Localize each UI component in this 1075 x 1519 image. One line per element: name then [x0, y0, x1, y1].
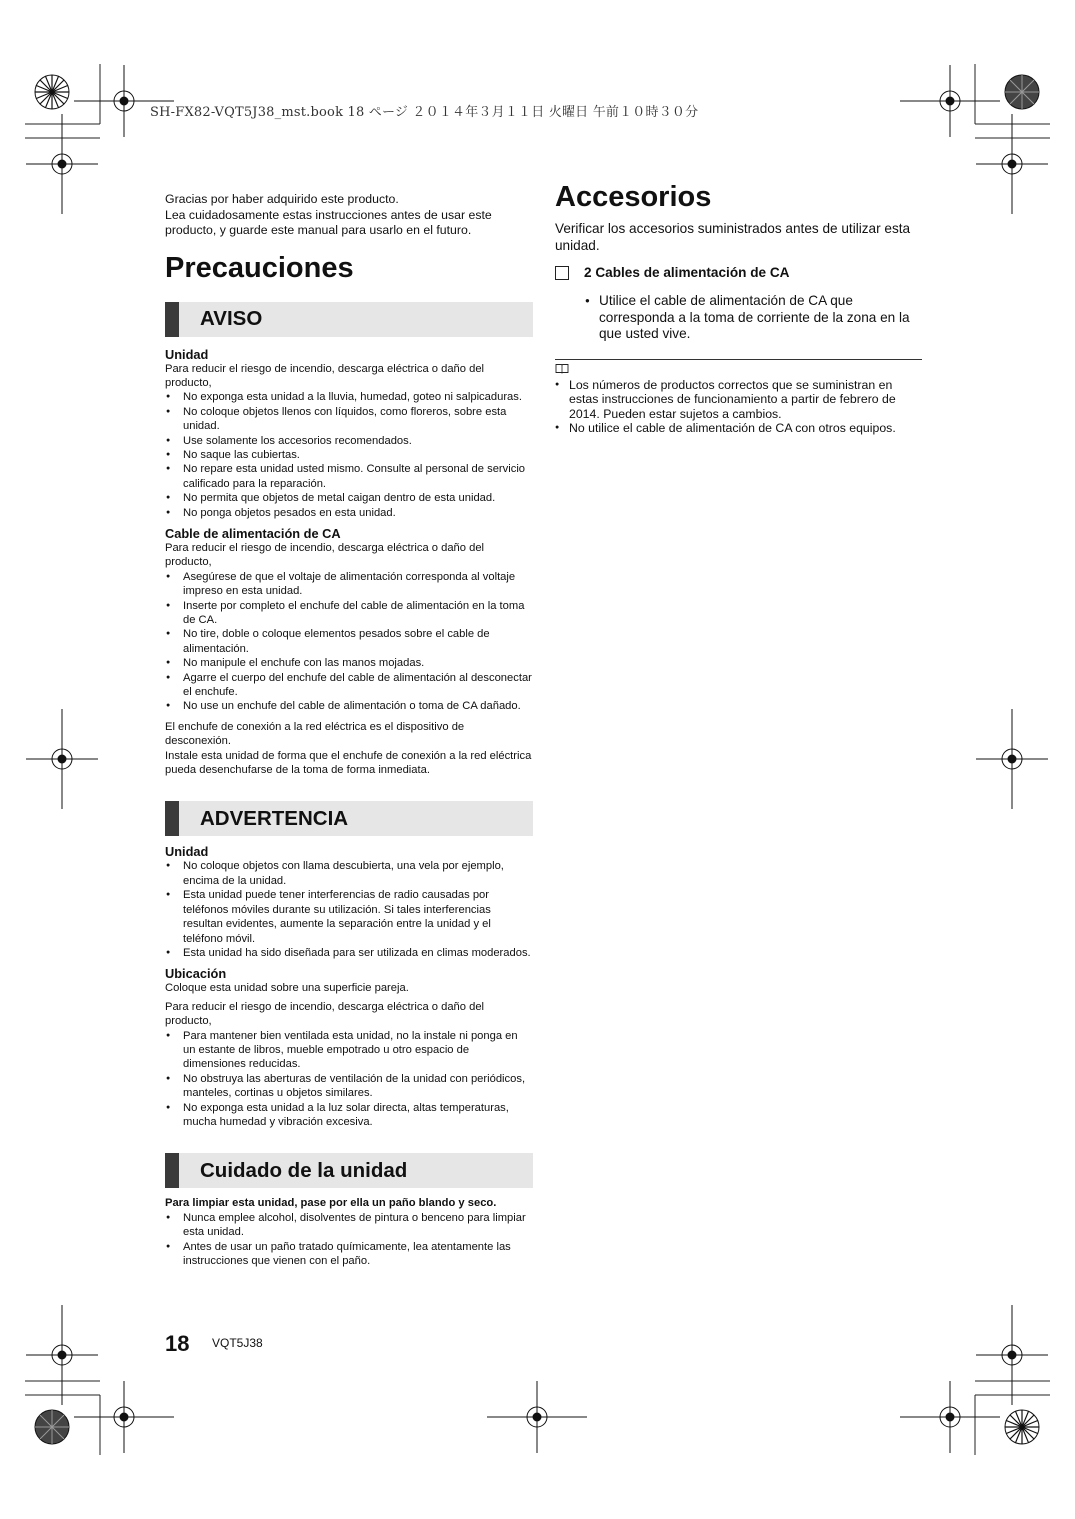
list-item: ● No repare esta unidad usted mismo. Consulte al personal de servicio calificado para la reparación. — [165, 462, 533, 491]
accesorio-check-row — [555, 265, 922, 280]
advertencia-bar-label: ADVERTENCIA — [200, 806, 349, 830]
page-number: 18 — [165, 1331, 190, 1356]
list-item: ● No tire, doble o coloque elementos pesados sobre el cable de alimentación. — [165, 627, 533, 656]
aviso-unidad-lead: Para reducir el riesgo de incendio, descarga eléctrica o daño del producto, — [165, 362, 485, 389]
aviso-cable-lead: Para reducir el riesgo de incendio, descarga eléctrica o daño del producto, — [165, 541, 485, 569]
ubicacion-line-1: Coloque esta unidad sobre una superficie pareja. — [165, 982, 409, 995]
aviso-bar — [165, 302, 533, 337]
list-item: ● No exponga esta unidad a la luz solar directa, altas temperaturas, mucha humedad y vibración excesiva. — [165, 1101, 533, 1130]
list-item: ● No utilice el cable de alimentación de CA con otros equipos. — [555, 421, 922, 436]
advertencia-bar — [165, 801, 533, 836]
ubicacion-list — [165, 1029, 533, 1130]
precauciones-title: Precauciones — [165, 251, 354, 284]
advertencia-unidad-heading: Unidad — [165, 844, 209, 860]
list-item: ● Antes de usar un paño tratado químicamente, lea atentamente las instrucciones que vienen con el paño. — [165, 1240, 533, 1269]
cuidado-lead: Para limpiar esta unidad, pase por ella un paño blando y seco. — [165, 1197, 497, 1210]
list-item: ● No manipule el enchufe con las manos mojadas. — [165, 656, 533, 670]
aviso-bar-label: AVISO — [200, 307, 263, 330]
accesorio-bullet-list — [555, 293, 922, 343]
aviso-unidad-heading: Unidad — [165, 346, 209, 362]
accesorios-intro: Verificar los accesorios suministrados antes de utilizar esta unidad. — [555, 221, 911, 253]
list-item: ● Esta unidad ha sido diseñada para ser utilizada en climas moderados. — [165, 946, 533, 960]
accesorio-check-label: 2 Cables de alimentación de CA — [584, 265, 790, 280]
aviso-cable-note-1: El enchufe de conexión a la red eléctrica es el dispositivo de desconexión. — [165, 720, 465, 748]
list-item: ● Asegúrese de que el voltaje de alimentación corresponda al voltaje impreso en esta unidad. — [165, 570, 533, 599]
list-item: ● Los números de productos correctos que se suministran en estas instrucciones de funcionamiento a partir de febrero de 2014. Pueden estar sujetos a cambios. — [555, 378, 922, 422]
list-item: ● Use solamente los accesorios recomendados. — [165, 434, 533, 448]
list-item: ● No saque las cubiertas. — [165, 448, 533, 462]
list-item: ● Para mantener bien ventilada esta unidad, no la instale ni ponga en un estante de libros, mueble empotrado u otro espacio de dimensiones reducidas. — [165, 1029, 533, 1072]
cuidado-list — [165, 1211, 533, 1269]
document-code: VQT5J38 — [212, 1336, 263, 1350]
list-item: ● No permita que objetos de metal caigan dentro de esta unidad. — [165, 491, 533, 505]
aviso-cable-heading: Cable de alimentación de CA — [165, 525, 341, 541]
list-item: ● No obstruya las aberturas de ventilación de la unidad con periódicos, manteles, cortinas u objetos similares. — [165, 1072, 533, 1101]
book-note-icon — [555, 363, 571, 375]
list-item: ● Nunca emplee alcohol, disolventes de pintura o benceno para limpiar esta unidad. — [165, 1211, 533, 1240]
aviso-cable-note-2: Instale esta unidad de forma que el enchufe de conexión a la red eléctrica pueda desenchufarse de la toma de forma inmediata. — [165, 749, 532, 777]
left-column — [165, 192, 533, 1268]
list-item: ● Utilice el cable de alimentación de CA que corresponda a la toma de corriente de la zona en la que usted vive. — [581, 293, 922, 343]
list-item: ● Agarre el cuerpo del enchufe del cable de alimentación al desconectar el enchufe. — [165, 671, 533, 700]
cuidado-bar-label: Cuidado de la unidad — [200, 1158, 408, 1182]
ubicacion-lead: Para reducir el riesgo de incendio, descarga eléctrica o daño del producto, — [165, 1000, 485, 1028]
intro-line-2: Lea cuidadosamente estas instrucciones antes de usar este producto, y guarde este manual para usarlo en el futuro. — [165, 207, 492, 237]
list-item: ● No exponga esta unidad a la lluvia, humedad, goteo ni salpicaduras. — [165, 390, 533, 404]
accesorios-title: Accesorios — [555, 181, 712, 213]
divider — [555, 359, 922, 360]
aviso-cable-list — [165, 570, 533, 714]
list-item: ● Inserte por completo el enchufe del cable de alimentación en la toma de CA. — [165, 599, 533, 628]
list-item: ● No coloque objetos llenos con líquidos, como floreros, sobre esta unidad. — [165, 405, 533, 434]
ubicacion-heading: Ubicación — [165, 966, 227, 982]
list-item: ● No coloque objetos con llama descubierta, una vela por ejemplo, encima de la unidad. — [165, 859, 533, 888]
accesorios-notes — [555, 378, 922, 436]
print-header: SH-FX82-VQT5J38_mst.book 18 ページ ２０１４年３月１１日 火曜日 午前１０時３０分 — [150, 105, 699, 120]
list-item: ● No use un enchufe del cable de alimentación o toma de CA dañado. — [165, 699, 533, 713]
advertencia-unidad-list — [165, 859, 533, 960]
cuidado-bar — [165, 1153, 533, 1188]
checkbox[interactable] — [555, 266, 569, 280]
right-column — [555, 180, 922, 436]
list-item: ● No ponga objetos pesados en esta unidad. — [165, 506, 533, 520]
list-item: ● Esta unidad puede tener interferencias de radio causadas por teléfonos móviles durante su utilización. Si tales interferencias resultan evidentes, aumente la separación entre la unidad y el teléfono móvil. — [165, 888, 533, 946]
intro-line-1: Gracias por haber adquirido este producto. — [165, 192, 399, 206]
aviso-unidad-list — [165, 390, 533, 520]
